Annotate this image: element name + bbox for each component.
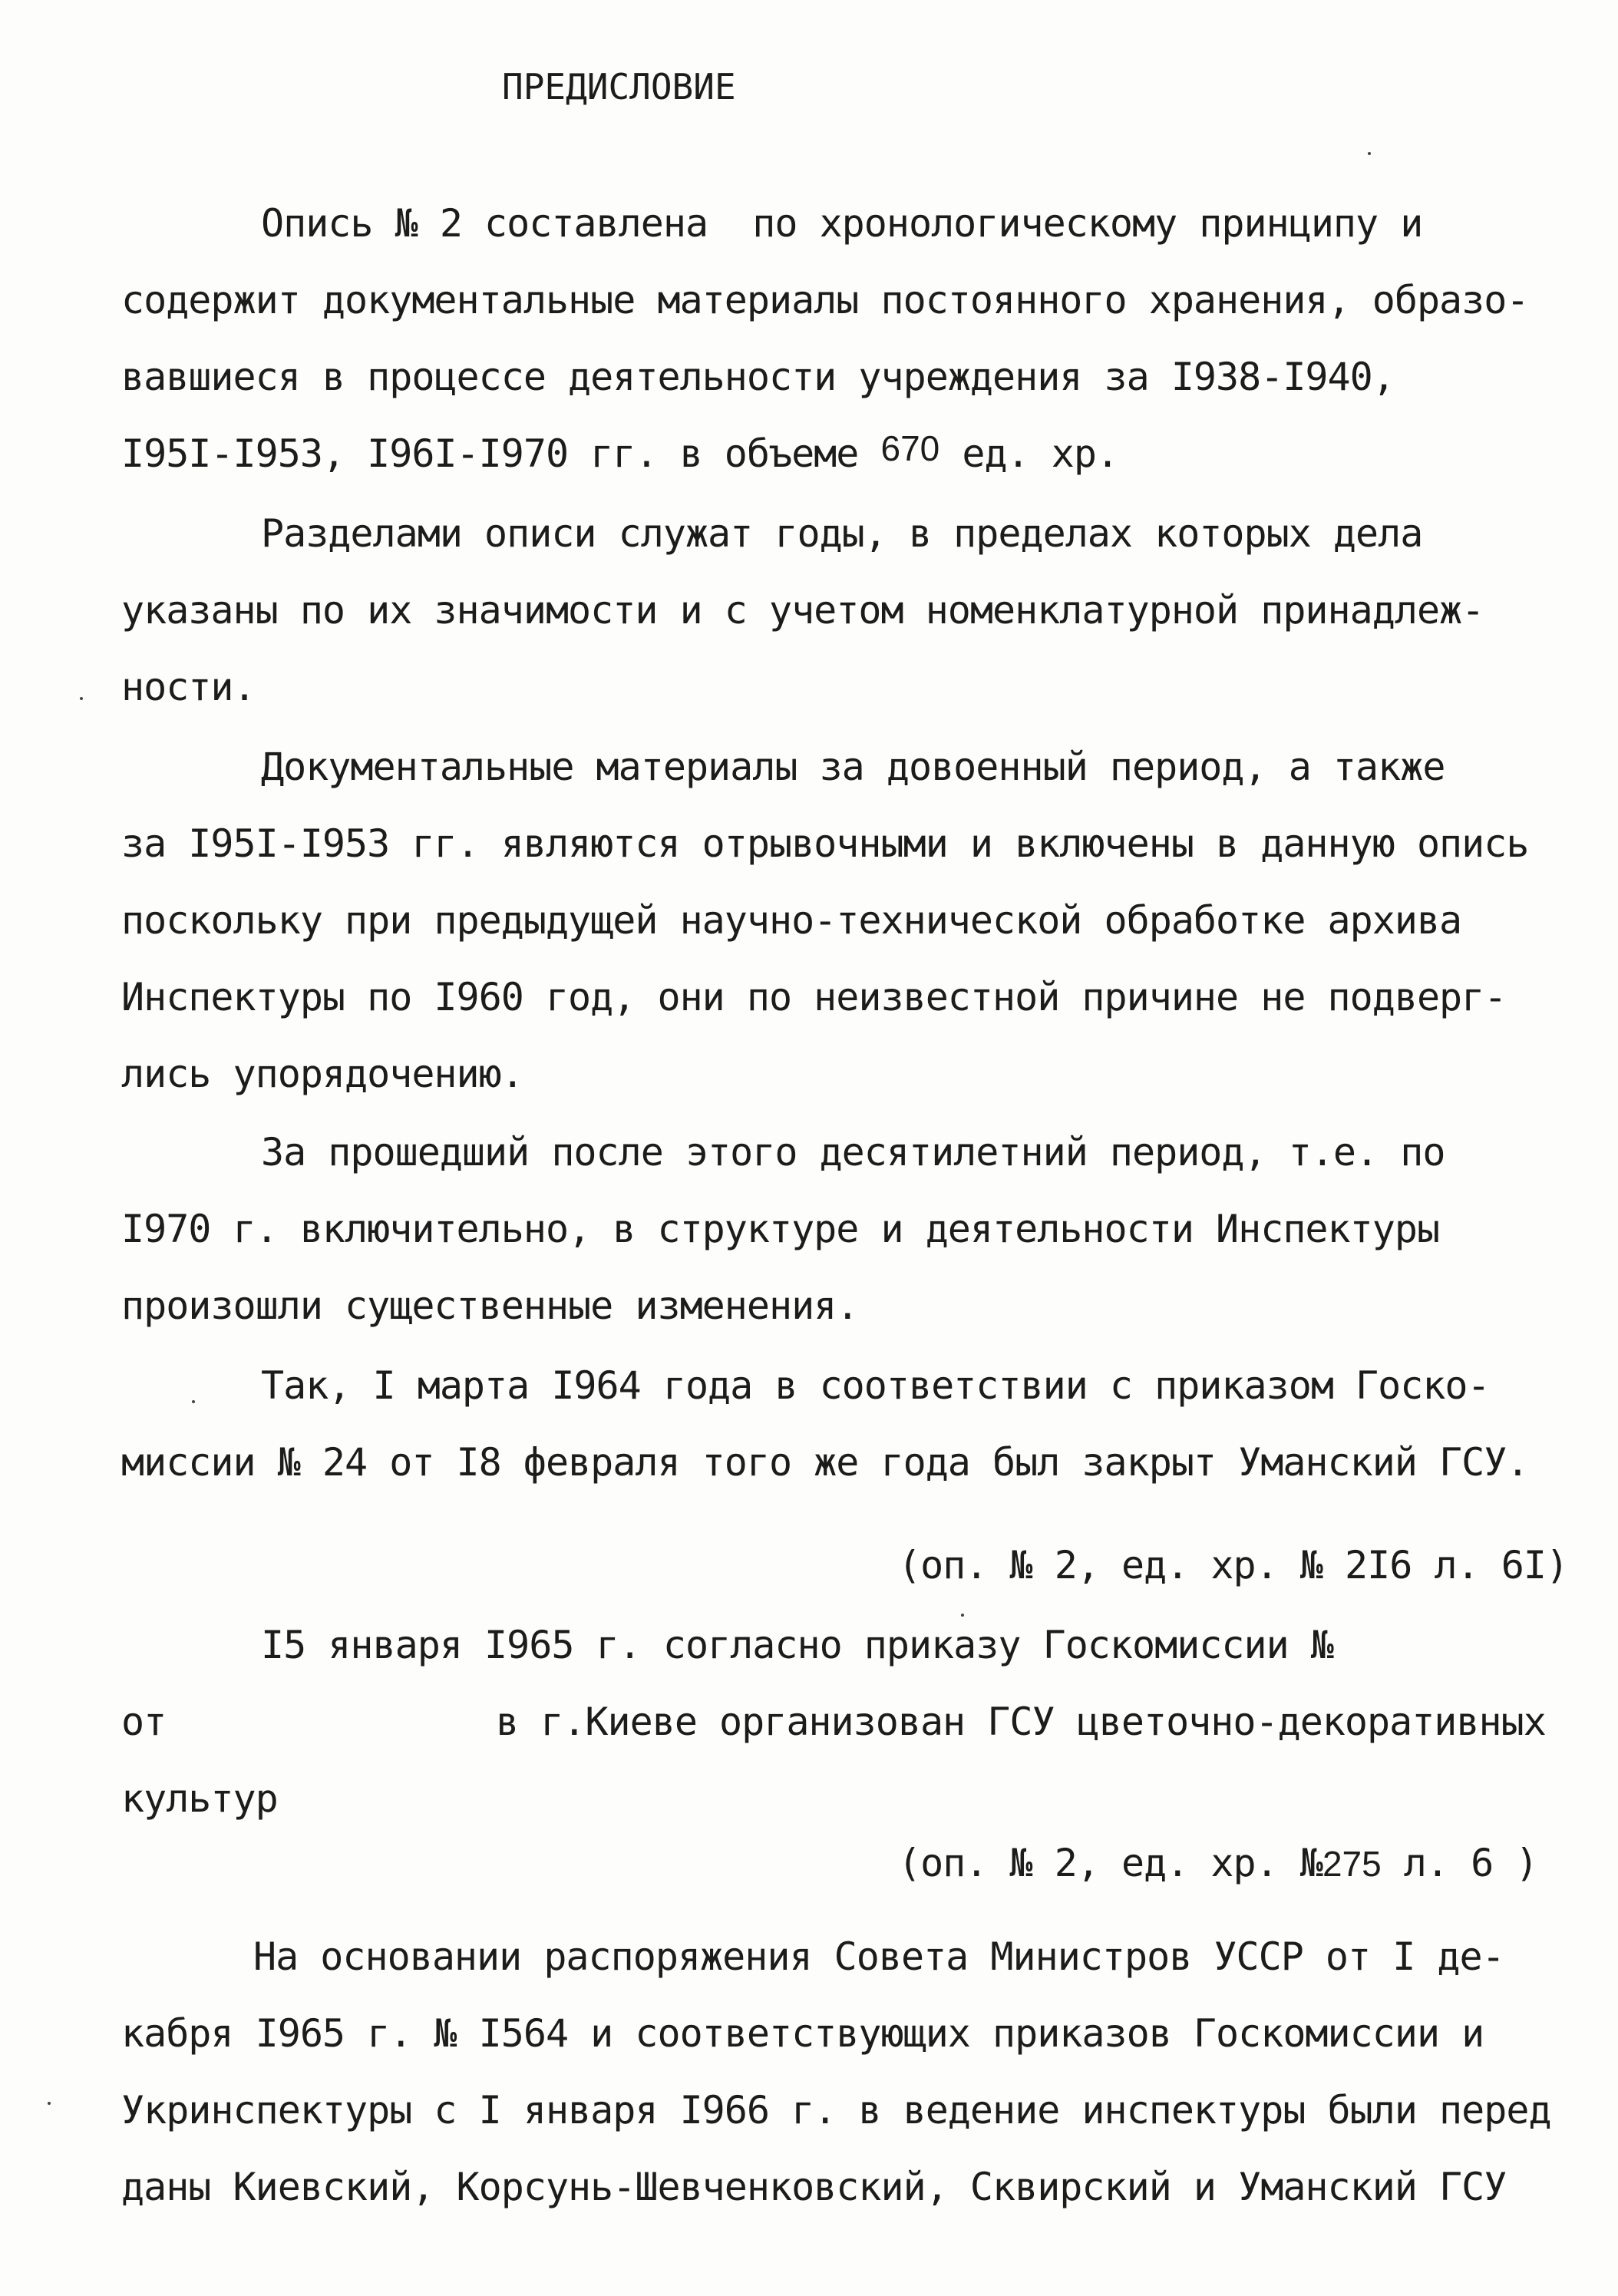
text-line: миссии № 24 от I8 февраля того же года был закрыт Уманский ГСУ.: [121, 1440, 1529, 1485]
text-line: Документальные материалы за довоенный период, а также: [261, 745, 1445, 789]
text-line: даны Киевский, Корсунь-Шевченковский, Сквирский и Уманский ГСУ: [121, 2165, 1507, 2209]
text-line: лись упорядочению.: [121, 1052, 523, 1096]
text-segment: (оп. № 2, ед. хр. №: [898, 1841, 1322, 1885]
text-line: [121, 428, 1119, 476]
text-segment: ед. хр.: [939, 431, 1119, 476]
text-line: Инспектуры по I960 год, они по неизвестной причине не подверг-: [121, 975, 1507, 1019]
text-line: поскольку при предыдущей научно-технической обработке архива: [121, 898, 1462, 943]
text-line: содержит документальные материалы постоянного хранения, образо-: [121, 278, 1529, 322]
text-line: культур: [121, 1776, 278, 1821]
archive-reference: [898, 1841, 1538, 1885]
handwritten-number: 275: [1322, 1844, 1382, 1884]
scan-speck: [192, 1400, 195, 1403]
scan-speck: [1368, 152, 1371, 155]
text-segment: л. 6 ): [1381, 1841, 1538, 1885]
text-line: вавшиеся в процессе деятельности учреждения за I938-I940,: [121, 355, 1395, 399]
text-line: от: [121, 1700, 167, 1744]
text-line: Разделами описи служат годы, в пределах которых дела: [261, 511, 1423, 556]
text-line: ности.: [121, 665, 256, 709]
text-line: Укринспектуры с I января I966 г. в ведение инспектуры были перед: [121, 2088, 1551, 2132]
text-line: за I95I-I953 гг. являются отрывочными и включены в данную опись: [121, 821, 1529, 866]
text-line: Опись № 2 составлена по хронологическому принципу и: [261, 201, 1423, 246]
text-line: кабря I965 г. № I564 и соответствующих приказов Госкомиссии и: [121, 2011, 1484, 2056]
archive-reference: (оп. № 2, ед. хр. № 2I6 л. 6I): [898, 1543, 1569, 1587]
text-segment: I95I-I953, I96I-I970 гг. в объеме: [121, 431, 881, 476]
scan-speck: [80, 697, 83, 700]
text-line: указаны по их значимости и с учетом номенклатурной принадлеж-: [121, 588, 1484, 633]
text-line: I5 января I965 г. согласно приказу Госкомиссии №: [261, 1623, 1333, 1667]
text-line: в г.Киеве организован ГСУ цветочно-декоративных: [496, 1700, 1546, 1744]
text-line: I970 г. включительно, в структуре и деятельности Инспектуры: [121, 1207, 1440, 1251]
scan-speck: [961, 1614, 964, 1617]
text-line: За прошедший после этого десятилетний период, т.е. по: [261, 1130, 1445, 1174]
text-line: Так, I марта I964 года в соответствии с приказом Госко-: [261, 1363, 1490, 1408]
text-line: На основании распоряжения Совета Министров УССР от I де-: [253, 1934, 1504, 1979]
text-line: произошли существенные изменения.: [121, 1283, 859, 1328]
scan-speck: [48, 2102, 51, 2105]
handwritten-number: 670: [880, 428, 940, 468]
page-title: ПРЕДИСЛОВИЕ: [502, 66, 736, 107]
